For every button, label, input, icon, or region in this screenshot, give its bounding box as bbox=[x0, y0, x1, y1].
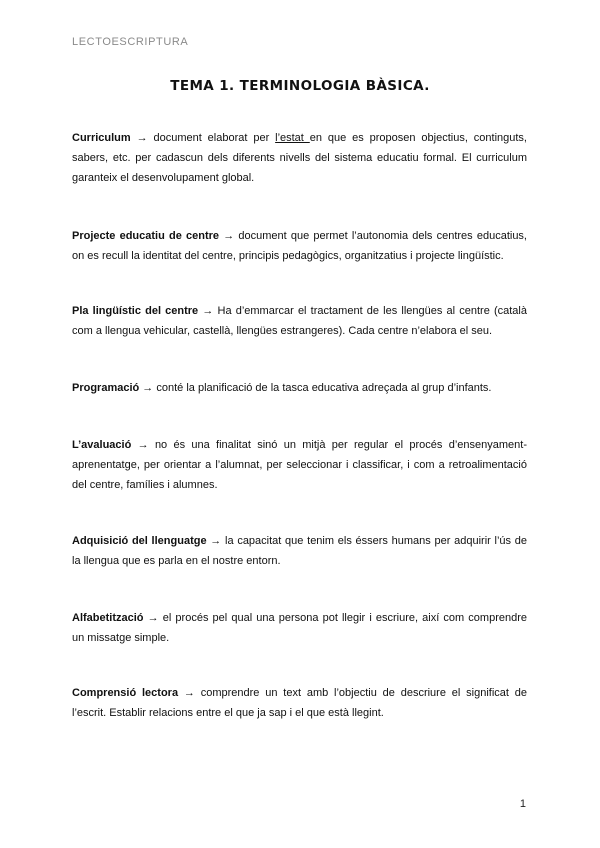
entry-term: Programació bbox=[72, 382, 140, 394]
arrow-symbol: → bbox=[143, 612, 163, 624]
entry-alfabetitzacio bbox=[72, 608, 527, 648]
entry-text: document elaborat per bbox=[153, 132, 276, 144]
entry-text: en que es proposen objectius, continguts, sabers, etc. per cadascun dels diferents nivells del sistema educatiu formal. El curriculum garanteix el desenvolupament global. bbox=[72, 132, 527, 184]
entry-term: Alfabetització bbox=[72, 612, 144, 624]
entry-text: document que permet l’autonomia dels centres educatius, on es recull la identitat del centre, principis pedagògics, organitzatius i projecte lingüístic. bbox=[72, 230, 527, 262]
document-title: TEMA 1. TERMINOLOGIA BÀSICA. bbox=[170, 78, 430, 94]
entry-term: Comprensió lectora bbox=[72, 687, 179, 699]
entry-text: no és una finalitat sinó un mitjà per regular el procés d’ensenyament-aprenentatge, per orientar a l’alumnat, per seleccionar i classificar, i com a retroalimentació del centre, famílies i alumnes. bbox=[72, 439, 527, 491]
arrow-symbol: → bbox=[130, 132, 154, 144]
page-number: 1 bbox=[519, 798, 526, 810]
entry-underlined-text: l’estat bbox=[275, 132, 310, 144]
entry-adquisicio-llenguatge bbox=[72, 531, 527, 571]
entry-pla-linguistic bbox=[72, 301, 527, 341]
arrow-symbol: → bbox=[131, 439, 155, 451]
entry-term: Adquisició del llenguatge bbox=[72, 535, 207, 547]
entry-text: Ha d’emmarcar el tractament de les llengües al centre (català com a llengua vehicular, castellà, llengües estrangeres). Cada centre n’elabora el seu. bbox=[72, 305, 527, 337]
arrow-symbol: → bbox=[178, 687, 201, 699]
entry-term: Curriculum bbox=[72, 132, 131, 144]
entry-term: L’avaluació bbox=[72, 439, 132, 451]
page-header: LECTOESCRIPTURA bbox=[72, 36, 189, 48]
entry-text: el procés pel qual una persona pot llegir i escriure, així com comprendre un missatge simple. bbox=[72, 612, 527, 644]
arrow-symbol: → bbox=[206, 535, 226, 547]
entry-term: Projecte educatiu de centre bbox=[72, 230, 220, 242]
arrow-symbol: → bbox=[219, 230, 239, 242]
arrow-symbol: → bbox=[198, 305, 218, 317]
entry-avaluacio bbox=[72, 435, 527, 495]
entry-comprensio-lectora bbox=[72, 683, 527, 723]
entry-projecte-educatiu bbox=[72, 226, 527, 266]
entry-curriculum bbox=[72, 128, 527, 188]
entry-text: conté la planificació de la tasca educativa adreçada al grup d’infants. bbox=[156, 382, 492, 394]
entry-text: la capacitat que tenim els éssers humans per adquirir l’ús de la llengua que es parla en el nostre entorn. bbox=[72, 535, 527, 567]
entry-text: comprendre un text amb l’objectiu de descriure el significat de l’escrit. Establir relacions entre el que ja sap i el que està llegint. bbox=[72, 687, 527, 719]
entry-programacio bbox=[72, 378, 527, 398]
arrow-symbol: → bbox=[139, 382, 157, 394]
entry-term: Pla lingüístic del centre bbox=[72, 305, 199, 317]
